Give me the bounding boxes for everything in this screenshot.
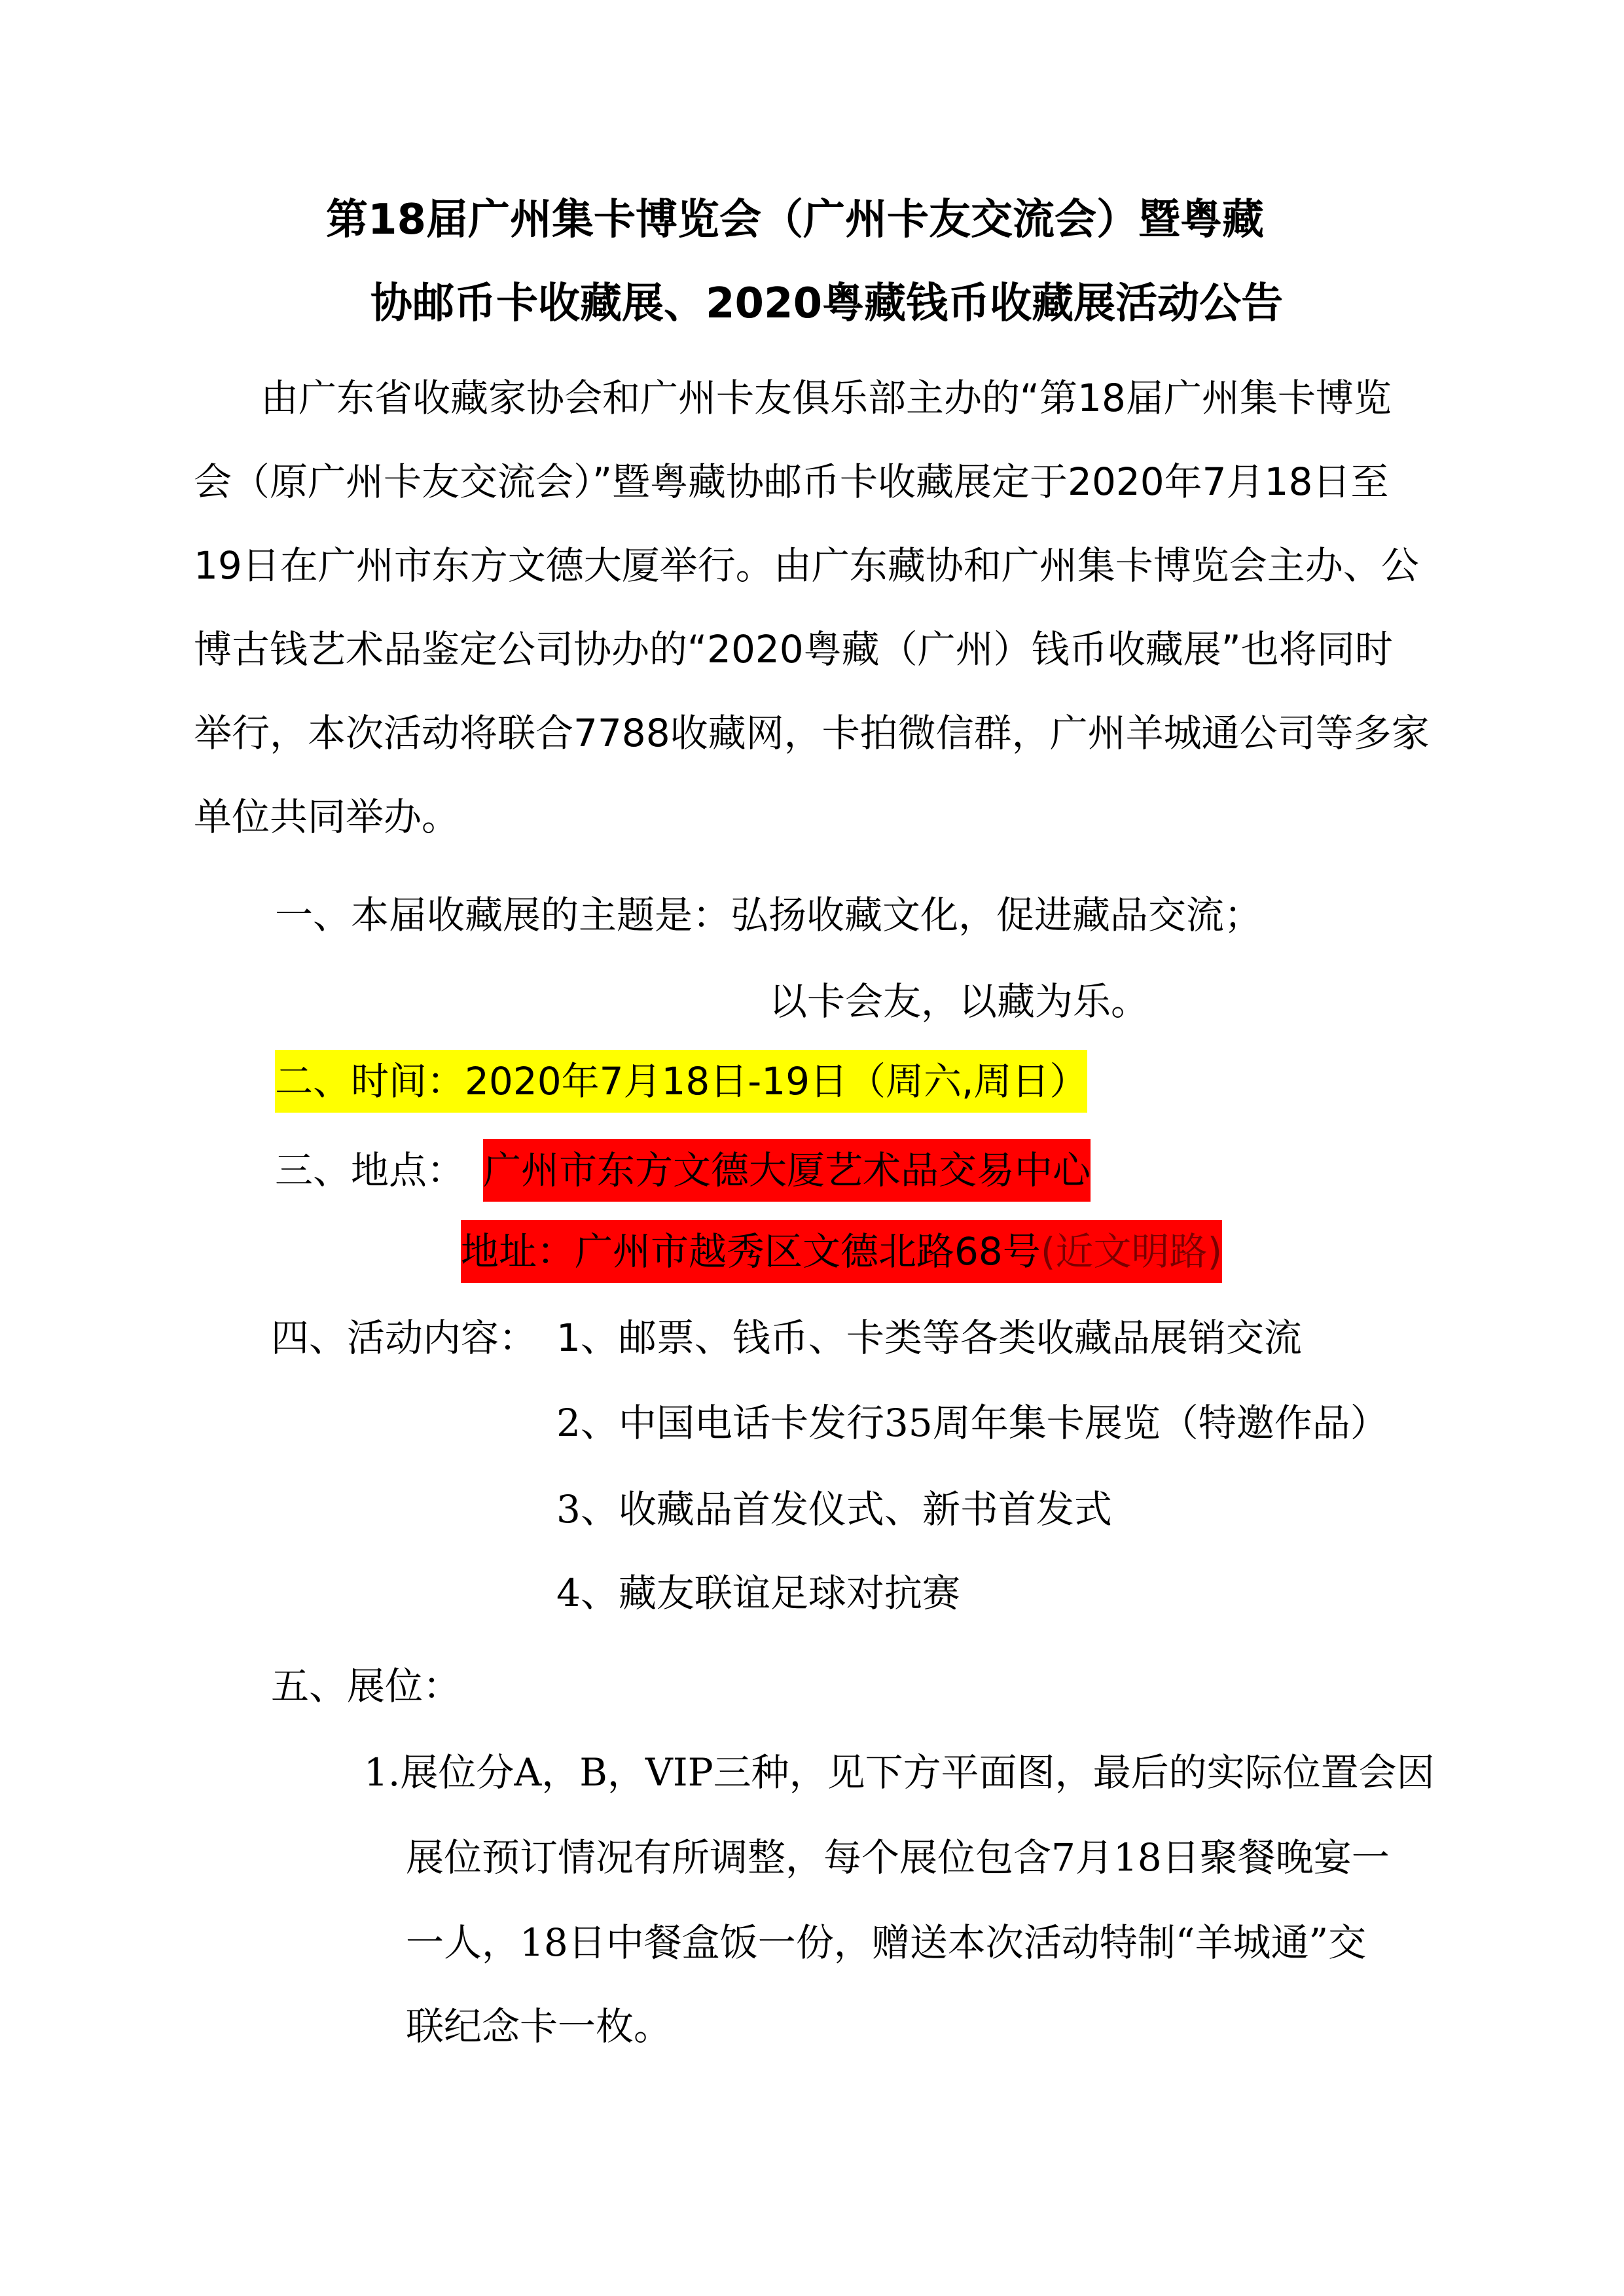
theme-line-2: 以卡会友，以藏为乐。 bbox=[769, 979, 1149, 1024]
location-address-highlight bbox=[461, 1220, 1222, 1283]
location-address-note: (近文明路) bbox=[1040, 1229, 1223, 1274]
event-time: 二、时间：2020年7月18日-19日（周六,周日） bbox=[275, 1050, 1087, 1113]
intro-line-3: 19日在广州市东方文德大厦举行。由广东藏协和广州集卡博览会主办、公 bbox=[194, 543, 1419, 588]
activities-label: 四、活动内容： bbox=[271, 1316, 537, 1360]
booths-item-1-line-2: 展位预订情况有所调整，每个展位包含7月18日聚餐晚宴一 bbox=[406, 1835, 1390, 1880]
location-address: 地址：广州市越秀区文德北路68号 bbox=[461, 1229, 1041, 1274]
theme-line-1: 一、本届收藏展的主题是：弘扬收藏文化，促进藏品交流； bbox=[275, 893, 1263, 937]
activity-item-1: 1、邮票、钱币、卡类等各类收藏品展销交流 bbox=[556, 1316, 1302, 1360]
location-venue: 广州市东方文德大厦艺术品交易中心 bbox=[483, 1139, 1091, 1202]
intro-line-1: 由广东省收藏家协会和广州卡友俱乐部主办的“第18届广州集卡博览 bbox=[261, 376, 1392, 420]
booths-label: 五、展位： bbox=[271, 1664, 461, 1708]
activity-item-4: 4、藏友联谊足球对抗赛 bbox=[556, 1571, 960, 1615]
booths-item-1-line-4: 联纪念卡一枚。 bbox=[406, 2004, 672, 2049]
booths-item-1-line-1: 1.展位分A，B，VIP三种，见下方平面图，最后的实际位置会因 bbox=[364, 1750, 1435, 1795]
intro-line-6: 单位共同举办。 bbox=[194, 795, 460, 839]
booths-item-1-line-3: 一人，18日中餐盒饭一份，赠送本次活动特制“羊城通”交 bbox=[406, 1920, 1367, 1965]
intro-line-2: 会（原广州卡友交流会）”暨粤藏协邮币卡收藏展定于2020年7月18日至 bbox=[194, 459, 1389, 504]
intro-line-4: 博古钱艺术品鉴定公司协办的“2020粤藏（广州）钱币收藏展”也将同时 bbox=[194, 627, 1393, 672]
intro-line-5: 举行，本次活动将联合7788收藏网，卡拍微信群，广州羊城通公司等多家 bbox=[194, 711, 1430, 755]
notice-title-line-2: 协邮币卡收藏展、2020粤藏钱币收藏展活动公告 bbox=[370, 279, 1284, 328]
notice-title-line-1: 第18届广州集卡博览会（广州卡友交流会）暨粤藏 bbox=[326, 196, 1265, 244]
activity-item-2: 2、中国电话卡发行35周年集卡展览（特邀作品） bbox=[556, 1401, 1388, 1445]
location-label: 三、地点： bbox=[275, 1148, 465, 1193]
activity-item-3: 3、收藏品首发仪式、新书首发式 bbox=[556, 1487, 1112, 1532]
